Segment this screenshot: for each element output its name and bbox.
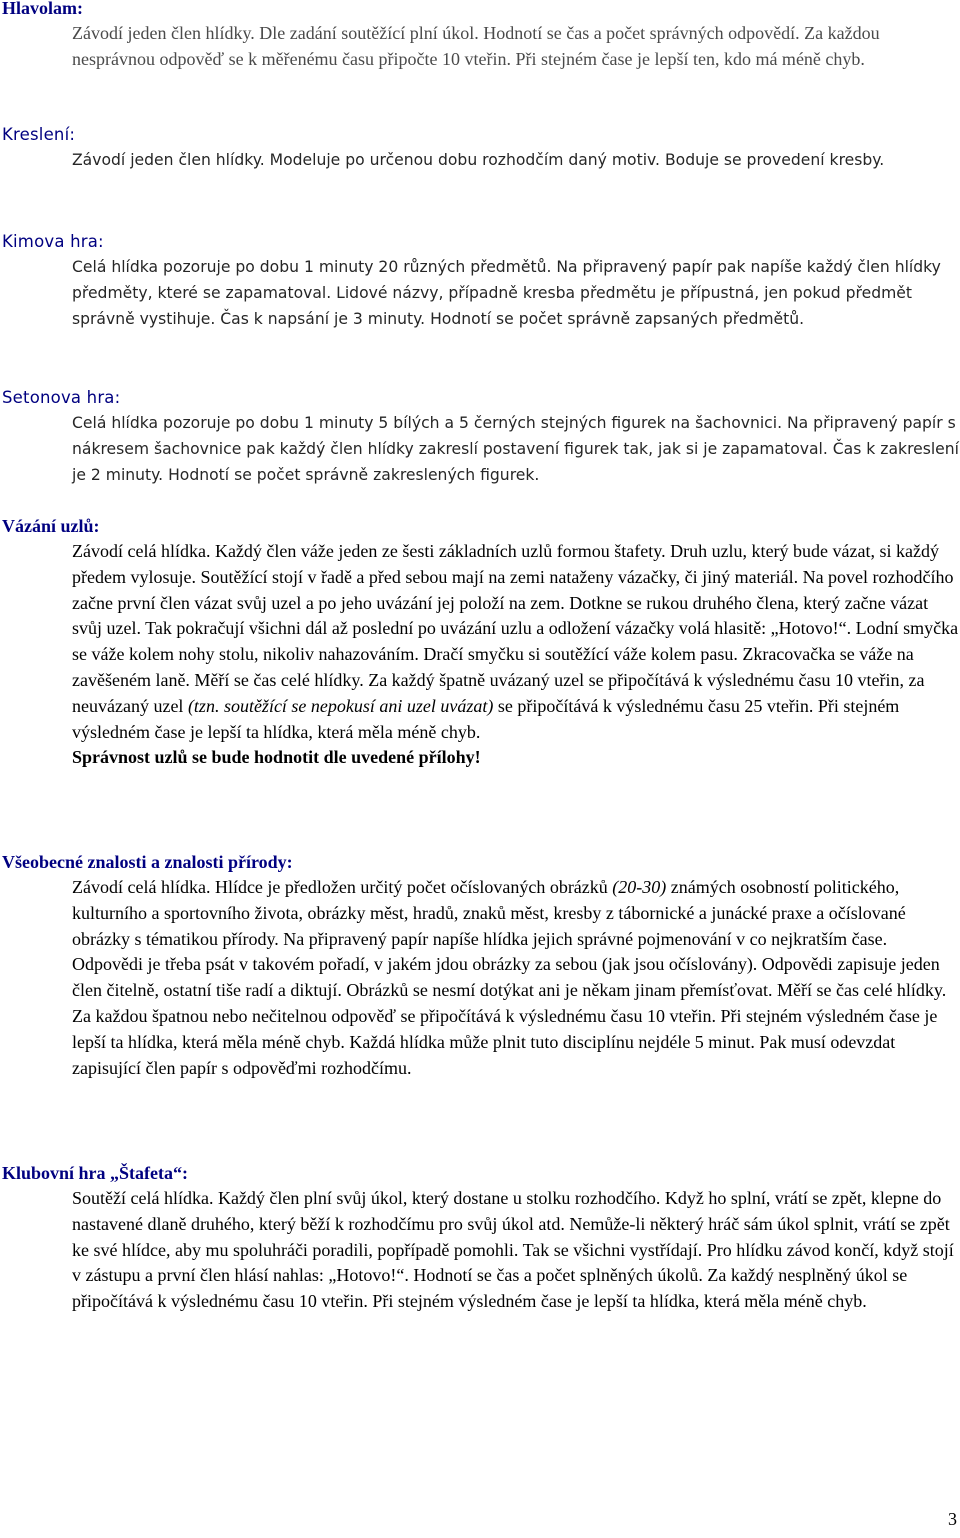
italic-range: (20-30): [612, 877, 667, 897]
section-hlavolam: [0, 0, 960, 73]
section-text-kresleni: Závodí jeden člen hlídky. Modeluje po určenou dobu rozhodčím daný motiv. Boduje se provedení kresby.: [72, 151, 885, 169]
bold-note: Správnost uzlů se bude hodnotit dle uvedené přílohy!: [72, 747, 481, 768]
page-number: 3: [948, 1509, 957, 1529]
section-text-stafeta: Soutěží celá hlídka. Každý člen plní svůj úkol, který dostane u stolku rozhodčího. Když ho splní, vrátí se zpět, klepne do nastavené dlaně druhého, který běží k rozhodčímu pro svůj úkol atd. Nemůže-li některý hráč sám úkol splnit, vrátí se zpět ke své hlídce, aby mu spoluhráči poradili, popřípadě pomohli. Tak se všichni vystřídají. Pro hlídku závod končí, když stojí v zástupu a první člen hlásí nahlas: „Hotovo!“. Hodnotí se čas a počet splněných úkolů. Za každý nesplněný úkol se připočítává k výslednému času 10 vteřin. Při stejném výsledném čase je lepší ta hlídka, která měla méně chyb.: [72, 1188, 954, 1312]
section-heading-kimova-hra: Kimova hra:: [2, 232, 104, 251]
section-text-setonova-hra: Celá hlídka pozoruje po dobu 1 minuty 5 bílých a 5 černých stejných figurek na šachovnici. Na připravený papír s nákresem šachovnice pak každý člen hlídky zakreslí postavení figurek tak, jak si je zapamatoval. Čas k zakreslení je 2 minuty. Hodnotí se počet správně zakreslených figurek.: [72, 414, 959, 484]
section-heading-vseobecne-znalosti: Všeobecné znalosti a znalosti přírody:: [2, 852, 293, 872]
italic-note: (tzn. soutěžící se nepokusí ani uzel uvázat): [187, 695, 494, 716]
section-klubovni-hra-stafeta: [0, 1160, 960, 1315]
section-heading-stafeta: Klubovní hra „Štafeta“:: [2, 1163, 189, 1183]
section-vseobecne-znalosti: [0, 849, 960, 1081]
text-run: Závodí celá hlídka. Hlídce je předložen určitý počet očíslovaných obrázků: [72, 877, 613, 897]
text-run: Závodí celá hlídka. Každý člen váže jeden ze šesti základních uzlů formou štafety. Druh uzlu, který bude vázat, si každý předem vylosuje. Soutěžící stojí v řadě a před sebou mají na zemi nataženy vázačky, či jiný materiál. Na povel rozhodčího začne první člen vázat svůj uzel a po jeho uvázání jej položí na zem. Dotkne se rukou druhého člena, který začne vázat svůj uzel. Tak pokračují všichni dál až poslední po uvázání uzlu a odložení vázačky volá hlasitě: „Hotovo!“. Lodní smyčka se váže kolem nohy stolu, nikoliv nahazováním. Dračí smyčku si soutěžící váže kolem pasu. Zkracovačka se váže na zavěšeném laně. Měří se čas celé hlídky. Za každý špatně uvázaný uzel se připočítává k výslednému času 10 vteřin, za neuvázaný uzel: [72, 541, 959, 716]
section-heading-hlavolam: Hlavolam:: [2, 0, 83, 18]
section-vazani-uzlu: [0, 513, 960, 771]
section-heading-setonova-hra: Setonova hra:: [2, 388, 121, 407]
section-heading-vazani-uzlu: Vázání uzlů:: [2, 516, 100, 536]
text-run: známých osobností politického, kulturního a sportovního života, obrázky měst, hradů, znaků měst, kresby z tábornické a junácké praxe a očíslované obrázky s tématikou přírody. Na připravený papír napíše hlídka jejich správné pojmenování v co nejkratším čase. Odpovědi je třeba psát v takovém pořadí, v jakém jdou obrázky za sebou (jak jsou očíslovány). Odpovědi zapisuje jeden člen čitelně, ostatní tiše radí a diktují. Obrázků se nesmí dotýkat ani je někam jinam přemísťovat. Měří se čas celé hlídky. Za každou špatnou nebo nečitelnou odpověď se připočítává k výslednému času 10 vteřin. Při stejném výsledném čase je lepší ta hlídka, která měla méně chyb. Každá hlídka může plnit tuto disciplínu nejdéle 5 minut. Pak musí odevzdat zapisující člen papír s odpověďmi rozhodčímu.: [72, 877, 947, 1078]
section-text-vseobecne-znalosti: [0, 875, 960, 1081]
section-setonova-hra: [0, 385, 960, 488]
section-text-vazani-uzlu: [0, 539, 960, 771]
text-run: se připočítává k výslednému času 25 vteřin. Při stejném výsledném čase je lepší ta hlídka, která měla méně chyb.: [72, 695, 900, 742]
section-text-hlavolam: Závodí jeden člen hlídky. Dle zadání soutěžící plní úkol. Hodnotí se čas a počet správných odpovědí. Za každou nesprávnou odpověď se k měřenému času připočte 10 vteřin. Při stejném čase je lepší ten, kdo má méně chyb.: [72, 23, 880, 69]
section-heading-kresleni: Kreslení:: [2, 125, 76, 144]
section-kresleni: [0, 122, 960, 174]
section-kimova-hra: [0, 229, 960, 332]
section-text-kimova-hra: Celá hlídka pozoruje po dobu 1 minuty 20 různých předmětů. Na připravený papír pak napíše každý člen hlídky předměty, které se zapamatoval. Lidové názvy, případně kresba předmětu je přípustná, jen pokud předmět správně vystihuje. Čas k napsání je 3 minuty. Hodnotí se počet správně zapsaných předmětů.: [72, 258, 941, 328]
